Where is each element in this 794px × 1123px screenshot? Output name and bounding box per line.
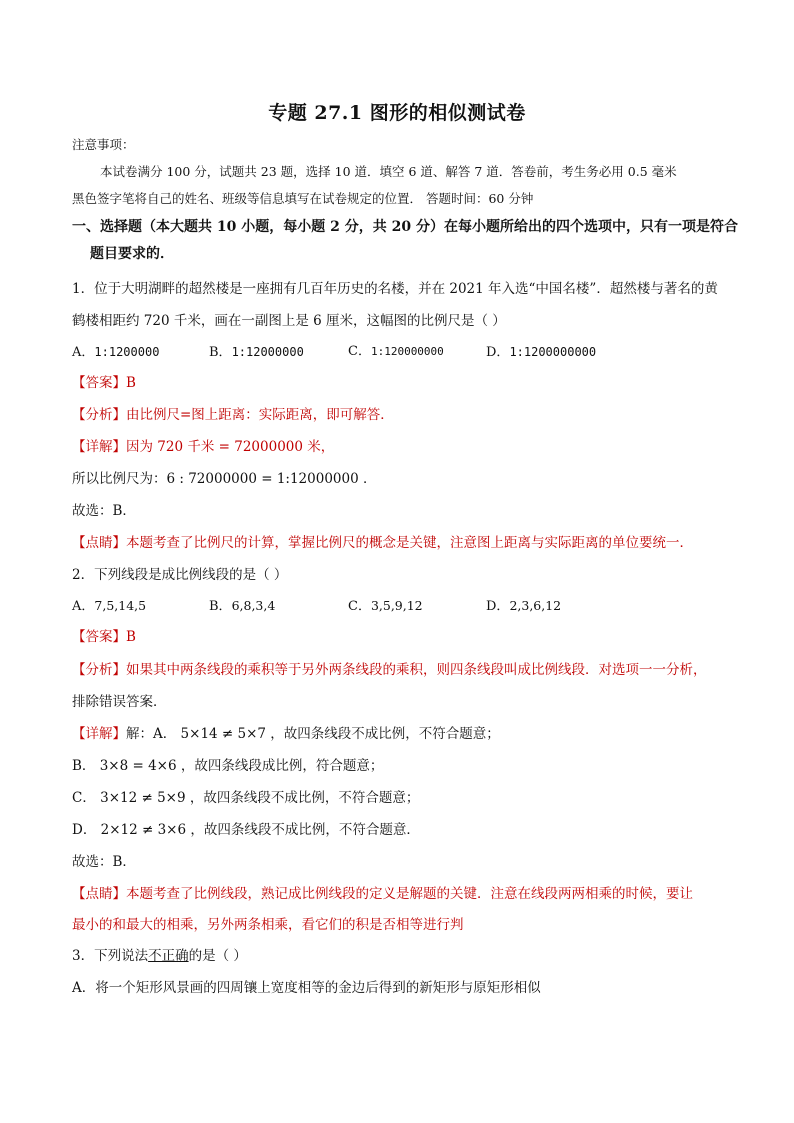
q1-option-b: B．1:12000000: [209, 345, 304, 360]
q2-detail-a: 【详解】解：A． 5×14 ≠ 5×7 ，故四条线段不成比例，不符合题意；: [72, 726, 500, 742]
section-heading-line-2: 题目要求的．: [90, 246, 174, 262]
analysis-tag: 【分析】: [72, 662, 126, 678]
answer-tag: 【答案】: [72, 375, 126, 391]
q1-detail: 【详解】因为 720 千米 = 72000000 米，: [72, 439, 335, 455]
page-title: 专题 27.1 图形的相似测试卷: [268, 102, 526, 124]
section-heading-line-1: 一、选择题（本大题共 10 小题，每小题 2 分，共 20 分）在每小题所给出的四个选项中，只有一项是符合: [72, 219, 738, 235]
q2-option-b: B．6,8,3,4: [209, 598, 276, 614]
q2-answer: 【答案】B: [72, 629, 136, 645]
detail-tag: 【详解】: [72, 439, 126, 455]
comment-tag: 【点睛】: [72, 886, 126, 902]
q2-stem: 2．下列线段是成比例线段的是（ ）: [72, 567, 288, 583]
comment-tag: 【点睛】: [72, 535, 126, 551]
q2-analysis-2: 排除错误答案．: [72, 694, 167, 710]
q3-stem: 3．下列说法不正确的是（ ）: [72, 948, 247, 964]
q1-analysis: 【分析】由比例尺=图上距离：实际距离，即可解答．: [72, 407, 394, 423]
q2-analysis: 【分析】如果其中两条线段的乘积等于另外两条线段的乘积，则四条线段叫成比例线段．对选项一一分析，: [72, 662, 707, 678]
q2-option-d: D．2,3,6,12: [486, 598, 562, 614]
q1-stem-line-2: 鹤楼相距约 720 千米，画在一副图上是 6 厘米，这幅图的比例尺是（ ）: [72, 313, 506, 329]
notice-line-2: 黑色签字笔将自己的姓名、班级等信息填写在试卷规定的位置． 答题时间：60 分钟: [72, 191, 534, 206]
emphasis-not-correct: 不正确: [148, 948, 189, 964]
notice-heading: 注意事项：: [72, 137, 135, 152]
q1-option-d: D．1:1200000000: [486, 345, 597, 360]
q1-detail-2: 所以比例尺为：6 : 72000000 = 1:12000000 ．: [72, 471, 377, 487]
q2-comment-2: 最小的和最大的相乘，另外两条相乘，看它们的积是否相等进行判: [72, 917, 464, 933]
notice-line-1: 本试卷满分 100 分，试题共 23 题，选择 10 道．填空 6 道、解答 7 道．答卷前，考生务必用 0.5 毫米: [100, 164, 677, 179]
analysis-tag: 【分析】: [72, 407, 126, 423]
q1-comment: 【点睛】本题考查了比例尺的计算，掌握比例尺的概念是关键，注意图上距离与实际距离的单位要统一．: [72, 535, 693, 551]
q2-option-a: A．7,5,14,5: [72, 598, 147, 614]
q1-answer: 【答案】B: [72, 375, 136, 391]
answer-tag: 【答案】: [72, 629, 126, 645]
q1-choose: 故选：B．: [72, 503, 136, 519]
detail-tag: 【详解】: [72, 726, 126, 742]
q3-option-a: A．将一个矩形风景画的四周镶上宽度相等的金边后得到的新矩形与原矩形相似: [72, 980, 541, 996]
q2-detail-d: D． 2×12 ≠ 3×6 ，故四条线段不成比例，不符合题意．: [72, 822, 420, 838]
q2-comment: 【点睛】本题考查了比例线段，熟记成比例线段的定义是解题的关键．注意在线段两两相乘的时候，要让: [72, 886, 693, 902]
q2-detail-c: C． 3×12 ≠ 5×9 ，故四条线段不成比例，不符合题意；: [72, 790, 420, 806]
q1-stem-line-1: 1．位于大明湖畔的超然楼是一座拥有几百年历史的名楼，并在 2021 年入选“中国名楼”．超然楼与著名的黄: [72, 281, 718, 297]
q2-choose: 故选：B．: [72, 854, 136, 870]
q2-option-c: C．3,5,9,12: [348, 598, 423, 614]
q1-option-c: C．1:120000000: [348, 344, 444, 359]
q1-option-a: A．1:1200000: [72, 345, 160, 360]
q2-detail-b: B． 3×8 = 4×6 ，故四条线段成比例，符合题意；: [72, 758, 384, 774]
